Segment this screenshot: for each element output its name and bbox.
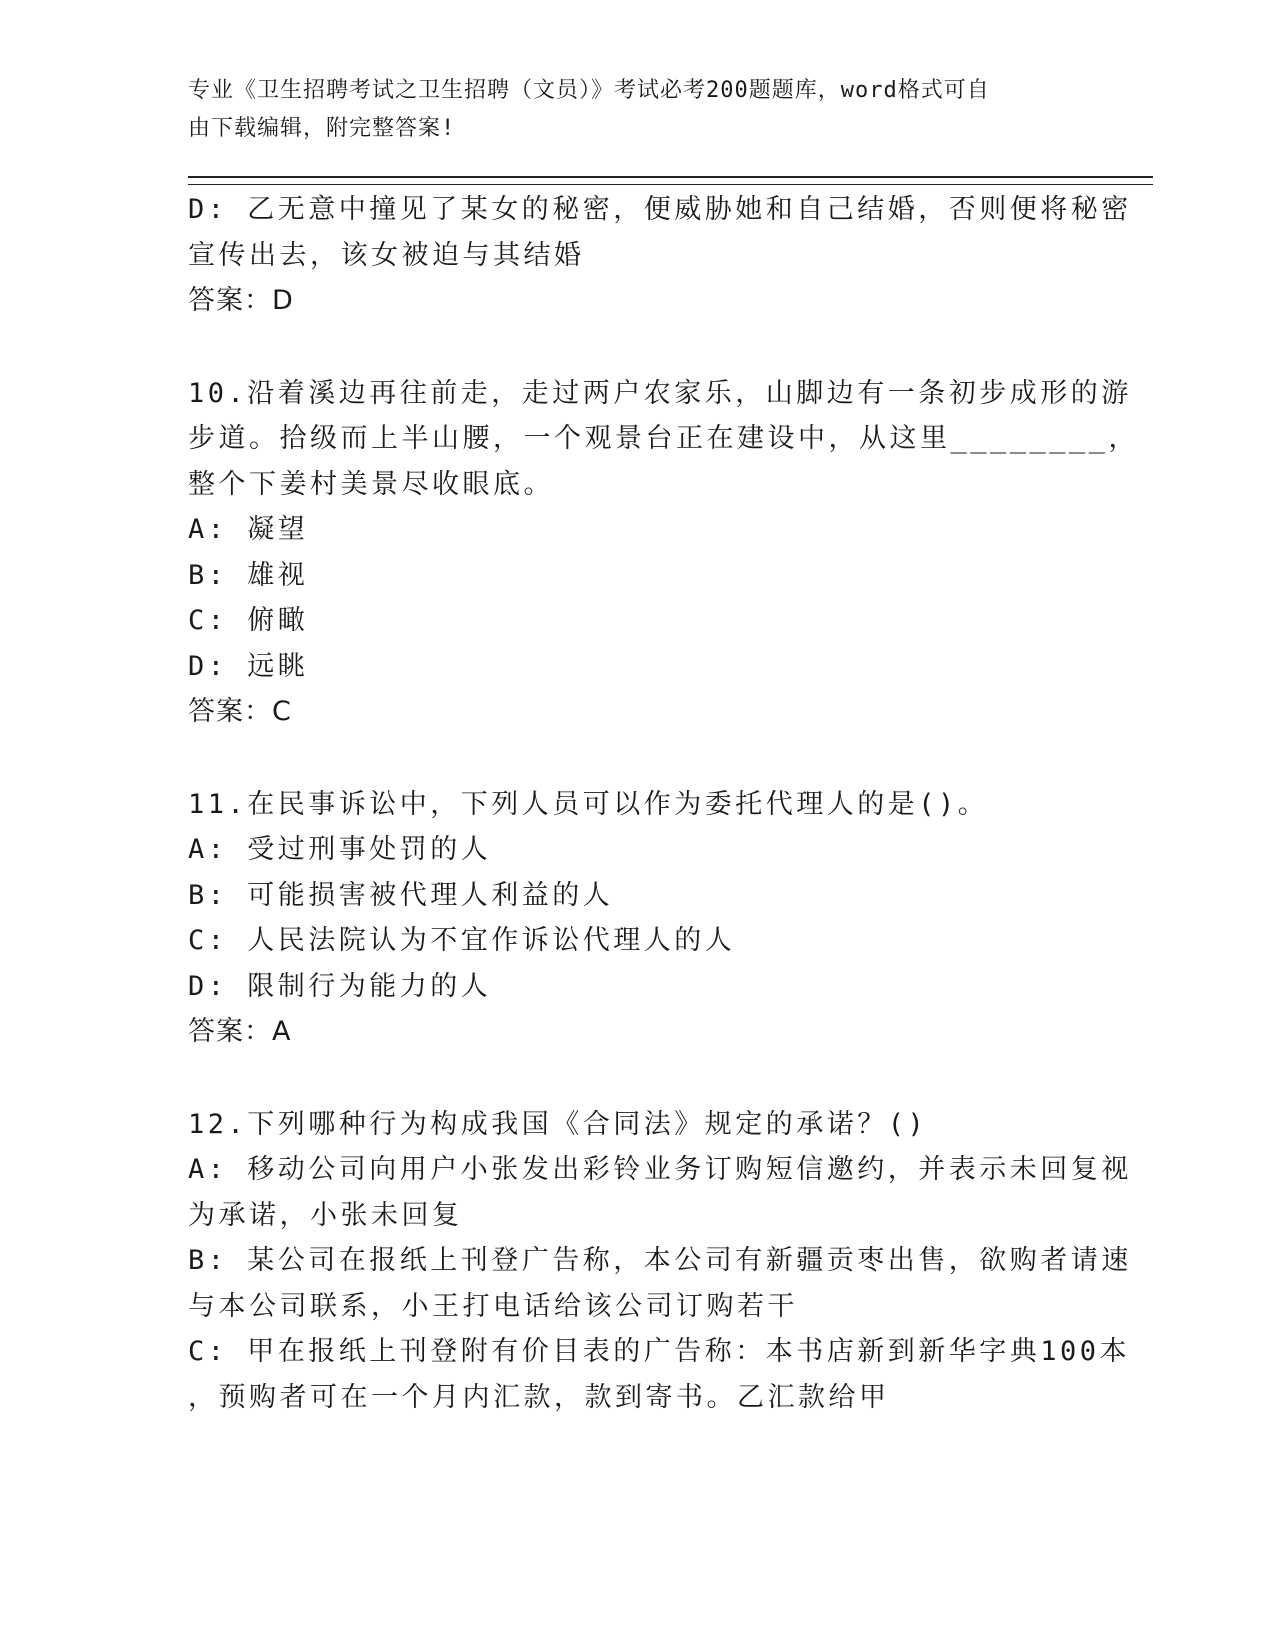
option-a: A: 受过刑事处罚的人 (188, 834, 492, 865)
spacer (188, 1055, 1153, 1102)
header-divider (188, 176, 1153, 185)
option-a-line-1: A: 移动公司向用户小张发出彩铃业务订购短信邀约，并表示未回复视 (188, 1154, 1132, 1185)
option-b: B: 可能损害被代理人利益的人 (188, 879, 614, 911)
question-stem: 11.在民事诉讼中，下列人员可以作为委托代理人的是()。 (188, 788, 989, 820)
header-line-1: 专业《卫生招聘考试之卫生招聘（文员）》考试必考200题题库，word格式可自 (188, 78, 990, 103)
document-body (188, 187, 1153, 1420)
option-d-line-2: 宣传出去，该女被迫与其结婚 (188, 239, 585, 271)
question-stem-line-1: 10.沿着溪边再往前走，走过两户农家乐，山脚边有一条初步成形的游 (188, 377, 1132, 409)
option-d: D: 远眺 (188, 650, 309, 682)
option-c: C: 俯瞰 (188, 605, 309, 636)
question-stem: 12.下列哪种行为构成我国《合同法》规定的承诺？() (188, 1108, 928, 1140)
answer-label: 答案：D (188, 285, 294, 316)
option-c: C: 人民法院认为不宜作诉讼代理人的人 (188, 925, 736, 956)
option-d-line-1: D: 乙无意中撞见了某女的秘密，便威胁她和自己结婚，否则便将秘密 (188, 194, 1132, 225)
option-a-line-2: 为承诺，小张未回复 (188, 1199, 463, 1231)
header-line-2: 由下载编辑，附完整答案! (188, 116, 456, 141)
question-12 (188, 1102, 1153, 1421)
spacer (188, 735, 1153, 782)
option-b-line-1: B: 某公司在报纸上刊登广告称，本公司有新疆贡枣出售，欲购者请速 (188, 1245, 1132, 1276)
document-header (188, 72, 1068, 148)
answer-label: 答案：A (188, 1016, 292, 1047)
option-c-line-1: C: 甲在报纸上刊登附有价目表的广告称：本书店新到新华字典100本 (188, 1336, 1131, 1367)
option-b: B: 雄视 (188, 559, 309, 591)
option-d: D: 限制行为能力的人 (188, 970, 492, 1002)
question-11 (188, 782, 1153, 1055)
question-stem-line-3: 整个下姜村美景尽收眼底。 (188, 468, 554, 500)
question-10 (188, 371, 1153, 735)
spacer (188, 324, 1153, 371)
answer-label: 答案：C (188, 696, 292, 727)
option-c-line-2: ，预购者可在一个月内汇款，款到寄书。乙汇款给甲 (188, 1381, 890, 1413)
question-9-tail (188, 187, 1153, 324)
question-stem-line-2: 步道。拾级而上半山腰，一个观景台正在建设中，从这里________， (188, 423, 1140, 454)
option-a: A: 凝望 (188, 514, 309, 545)
option-b-line-2: 与本公司联系，小王打电话给该公司订购若干 (188, 1290, 798, 1322)
